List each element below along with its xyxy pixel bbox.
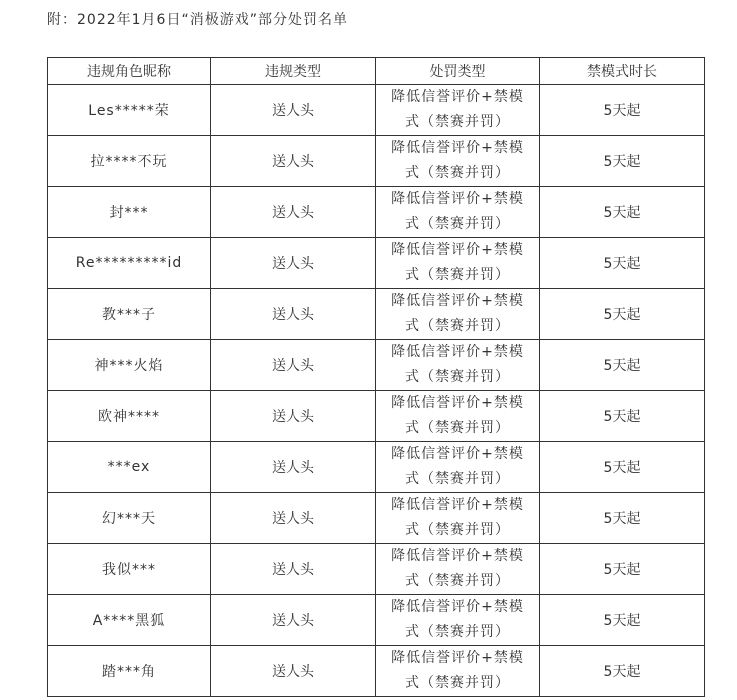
cell-penalty-type <box>376 595 540 646</box>
cell-ban-duration: 5天起 <box>540 136 705 187</box>
penalty-text: 降低信誉评价+禁模式（禁赛并罚） <box>391 548 524 589</box>
cell-violation-type: 送人头 <box>211 85 376 136</box>
cell-violation-type: 送人头 <box>211 238 376 289</box>
table-row <box>48 595 705 646</box>
cell-violation-type: 送人头 <box>211 187 376 238</box>
cell-penalty-type <box>376 442 540 493</box>
cell-nickname: Re*********id <box>48 238 211 289</box>
cell-nickname: 幻***天 <box>48 493 211 544</box>
cell-penalty-type <box>376 136 540 187</box>
cell-penalty-type <box>376 85 540 136</box>
cell-violation-type: 送人头 <box>211 442 376 493</box>
penalty-text: 降低信誉评价+禁模式（禁赛并罚） <box>391 89 524 130</box>
penalty-text: 降低信誉评价+禁模式（禁赛并罚） <box>391 242 524 283</box>
cell-ban-duration: 5天起 <box>540 289 705 340</box>
penalty-text: 降低信誉评价+禁模式（禁赛并罚） <box>391 344 524 385</box>
table-row <box>48 136 705 187</box>
cell-penalty-type <box>376 493 540 544</box>
cell-penalty-type <box>376 646 540 697</box>
cell-penalty-type <box>376 289 540 340</box>
cell-nickname: 拉****不玩 <box>48 136 211 187</box>
table-row <box>48 544 705 595</box>
table-row <box>48 289 705 340</box>
table-header-row <box>48 58 705 85</box>
cell-nickname: ***ex <box>48 442 211 493</box>
cell-ban-duration: 5天起 <box>540 595 705 646</box>
table-row <box>48 187 705 238</box>
penalty-text: 降低信誉评价+禁模式（禁赛并罚） <box>391 497 524 538</box>
cell-ban-duration: 5天起 <box>540 391 705 442</box>
cell-ban-duration: 5天起 <box>540 493 705 544</box>
header-violation-type: 违规类型 <box>211 58 376 85</box>
cell-penalty-type <box>376 238 540 289</box>
penalty-text: 降低信誉评价+禁模式（禁赛并罚） <box>391 191 524 232</box>
header-nickname: 违规角色昵称 <box>48 58 211 85</box>
cell-ban-duration: 5天起 <box>540 340 705 391</box>
header-ban-duration: 禁模式时长 <box>540 58 705 85</box>
penalty-text: 降低信誉评价+禁模式（禁赛并罚） <box>391 293 524 334</box>
header-penalty-type: 处罚类型 <box>376 58 540 85</box>
cell-penalty-type <box>376 544 540 595</box>
cell-ban-duration: 5天起 <box>540 238 705 289</box>
table-row <box>48 238 705 289</box>
cell-ban-duration: 5天起 <box>540 646 705 697</box>
penalty-text: 降低信誉评价+禁模式（禁赛并罚） <box>391 599 524 640</box>
table-row <box>48 391 705 442</box>
cell-ban-duration: 5天起 <box>540 544 705 595</box>
cell-violation-type: 送人头 <box>211 646 376 697</box>
cell-nickname: 欧神**** <box>48 391 211 442</box>
cell-penalty-type <box>376 340 540 391</box>
cell-violation-type: 送人头 <box>211 340 376 391</box>
page-heading: 附：2022年1月6日“消极游戏”部分处罚名单 <box>47 12 348 28</box>
cell-nickname: 教***子 <box>48 289 211 340</box>
cell-nickname: 我似*** <box>48 544 211 595</box>
table-row <box>48 646 705 697</box>
cell-violation-type: 送人头 <box>211 544 376 595</box>
cell-violation-type: 送人头 <box>211 595 376 646</box>
table-row <box>48 85 705 136</box>
cell-violation-type: 送人头 <box>211 136 376 187</box>
table-row <box>48 493 705 544</box>
cell-ban-duration: 5天起 <box>540 187 705 238</box>
cell-violation-type: 送人头 <box>211 289 376 340</box>
cell-ban-duration: 5天起 <box>540 442 705 493</box>
cell-ban-duration: 5天起 <box>540 85 705 136</box>
cell-nickname: Les*****荣 <box>48 85 211 136</box>
penalty-text: 降低信誉评价+禁模式（禁赛并罚） <box>391 395 524 436</box>
penalty-table <box>47 57 705 697</box>
table-row <box>48 340 705 391</box>
cell-nickname: 神***火焰 <box>48 340 211 391</box>
cell-nickname: 封*** <box>48 187 211 238</box>
cell-violation-type: 送人头 <box>211 493 376 544</box>
cell-penalty-type <box>376 187 540 238</box>
cell-violation-type: 送人头 <box>211 391 376 442</box>
penalty-text: 降低信誉评价+禁模式（禁赛并罚） <box>391 140 524 181</box>
table-row <box>48 442 705 493</box>
penalty-text: 降低信誉评价+禁模式（禁赛并罚） <box>391 650 524 691</box>
penalty-text: 降低信誉评价+禁模式（禁赛并罚） <box>391 446 524 487</box>
cell-nickname: A****黑狐 <box>48 595 211 646</box>
cell-nickname: 踏***角 <box>48 646 211 697</box>
cell-penalty-type <box>376 391 540 442</box>
